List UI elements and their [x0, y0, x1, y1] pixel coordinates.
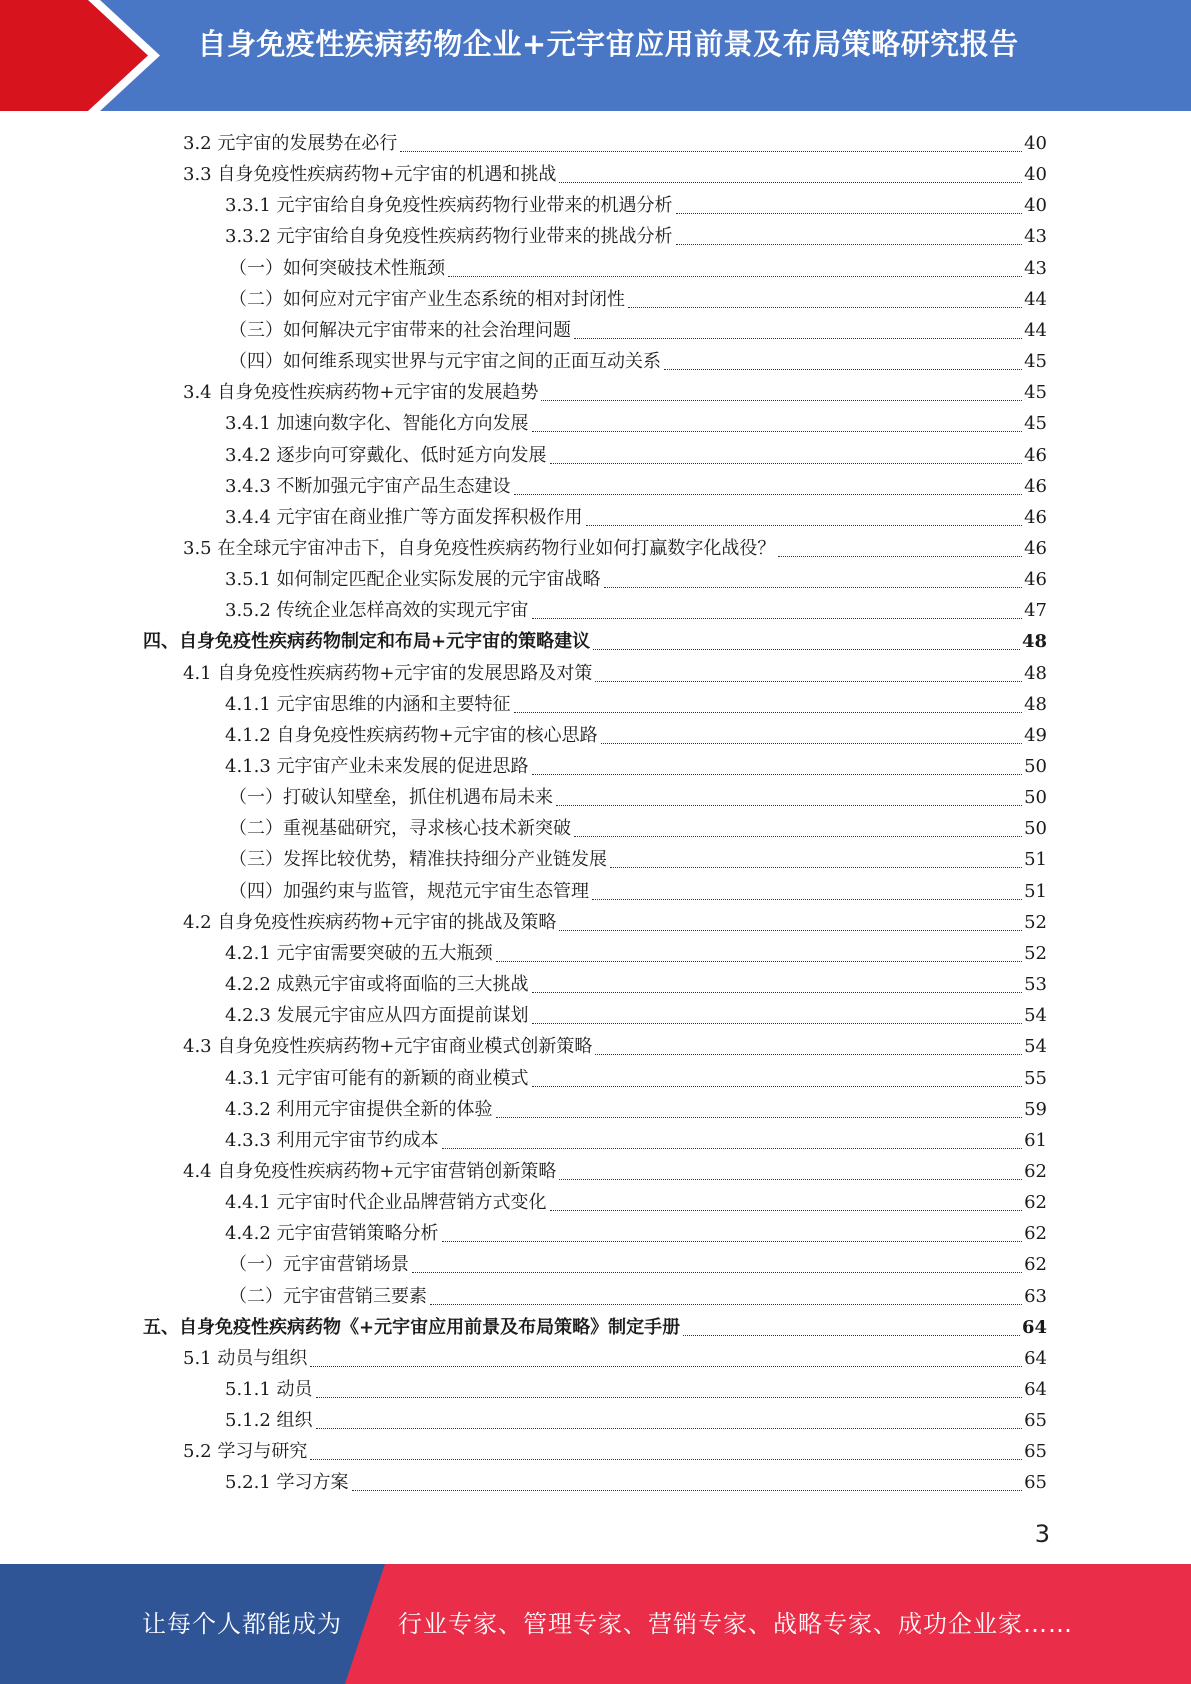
toc-dot-leader — [430, 1304, 1022, 1305]
header-arrow-decoration — [0, 0, 160, 111]
report-title: 自身免疫性疾病药物企业+元宇宙应用前景及布局策略研究报告 — [197, 27, 1019, 61]
toc-dot-leader — [310, 1366, 1022, 1367]
toc-entry[interactable] — [225, 689, 1047, 720]
toc-entry-page: 45 — [1024, 351, 1047, 373]
toc-entry-page: 46 — [1024, 537, 1047, 559]
toc-entry-label: 3.5 在全球元宇宙冲击下，自身免疫性疾病药物行业如何打赢数字化战役？ — [183, 537, 776, 559]
toc-entry-page: 62 — [1024, 1254, 1047, 1276]
toc-dot-leader — [448, 276, 1022, 277]
toc-entry[interactable] — [225, 471, 1047, 502]
toc-dot-leader — [514, 712, 1023, 713]
toc-entry[interactable] — [229, 782, 1047, 813]
toc-entry[interactable] — [225, 1467, 1047, 1498]
toc-entry[interactable] — [183, 533, 1047, 564]
toc-entry[interactable] — [225, 969, 1047, 1000]
toc-dot-leader — [601, 743, 1022, 744]
toc-entry-page: 52 — [1024, 911, 1047, 933]
toc-entry-label: 4.3.1 元宇宙可能有的新颖的商业模式 — [225, 1067, 529, 1089]
toc-entry-page: 54 — [1024, 1036, 1047, 1058]
toc-entry[interactable] — [225, 1405, 1047, 1436]
toc-entry[interactable] — [229, 876, 1047, 907]
toc-entry[interactable] — [229, 1249, 1047, 1280]
toc-entry-page: 45 — [1024, 413, 1047, 435]
toc-entry[interactable] — [225, 751, 1047, 782]
toc-entry-page: 65 — [1024, 1410, 1047, 1432]
toc-dot-leader — [550, 463, 1023, 464]
toc-dot-leader — [442, 1148, 1023, 1149]
toc-dot-leader — [532, 992, 1023, 993]
toc-entry[interactable] — [225, 221, 1047, 252]
toc-entry-page: 64 — [1024, 1379, 1047, 1400]
toc-dot-leader — [593, 649, 1020, 650]
toc-entry-label: 4.2 自身免疫性疾病药物+元宇宙的挑战及策略 — [183, 911, 557, 933]
toc-entry[interactable] — [183, 907, 1047, 938]
toc-dot-leader — [778, 556, 1022, 557]
toc-dot-leader — [610, 867, 1022, 868]
toc-entry[interactable] — [225, 938, 1047, 969]
toc-entry-page: 64 — [1021, 1316, 1047, 1338]
toc-entry-label: 4.3.2 利用元宇宙提供全新的体验 — [225, 1098, 493, 1120]
toc-entry-page: 40 — [1024, 164, 1047, 186]
toc-dot-leader — [574, 338, 1022, 339]
toc-dot-leader — [595, 1054, 1022, 1055]
toc-entry-page: 44 — [1024, 319, 1047, 341]
toc-entry-label: （二）重视基础研究，寻求核心技术新突破 — [229, 818, 571, 840]
toc-dot-leader — [400, 151, 1022, 152]
toc-dot-leader — [532, 774, 1023, 775]
toc-entry[interactable] — [183, 658, 1047, 689]
toc-entry-page: 61 — [1024, 1129, 1047, 1151]
toc-entry-label: 3.2 元宇宙的发展势在必行 — [183, 133, 398, 154]
toc-dot-leader — [676, 244, 1023, 245]
toc-entry[interactable] — [229, 1281, 1047, 1312]
toc-dot-leader — [310, 1459, 1022, 1460]
toc-entry-page: 43 — [1024, 226, 1047, 248]
toc-entry[interactable] — [225, 720, 1047, 751]
toc-entry-label: 3.3.2 元宇宙给自身免疫性疾病药物行业带来的挑战分析 — [225, 226, 673, 248]
toc-entry-label: 3.4 自身免疫性疾病药物+元宇宙的发展趋势 — [183, 382, 539, 404]
toc-entry[interactable] — [183, 377, 1047, 408]
toc-entry[interactable] — [143, 626, 1047, 657]
toc-entry-label: 3.4.4 元宇宙在商业推广等方面发挥积极作用 — [225, 506, 583, 528]
toc-entry[interactable] — [183, 1031, 1047, 1062]
toc-entry[interactable] — [229, 284, 1047, 315]
toc-dot-leader — [595, 681, 1022, 682]
toc-entry-page: 47 — [1024, 600, 1047, 622]
toc-entry[interactable] — [225, 1094, 1047, 1125]
toc-dot-leader — [559, 1179, 1022, 1180]
toc-entry-label: 4.2.3 发展元宇宙应从四方面提前谋划 — [225, 1005, 529, 1027]
toc-entry-label: 3.3.1 元宇宙给自身免疫性疾病药物行业带来的机遇分析 — [225, 195, 673, 217]
toc-entry[interactable] — [183, 128, 1047, 159]
toc-entry-page: 54 — [1024, 1005, 1047, 1027]
toc-entry[interactable] — [183, 1436, 1047, 1467]
toc-dot-leader — [586, 525, 1023, 526]
toc-entry-page: 48 — [1024, 662, 1047, 684]
toc-entry-page: 46 — [1024, 569, 1047, 591]
toc-entry-page: 52 — [1024, 942, 1047, 964]
toc-dot-leader — [604, 587, 1023, 588]
toc-dot-leader — [496, 1117, 1023, 1118]
toc-dot-leader — [316, 1397, 1023, 1398]
toc-entry[interactable] — [225, 502, 1047, 533]
toc-dot-leader — [574, 836, 1022, 837]
toc-entry-page: 50 — [1024, 787, 1047, 809]
toc-dot-leader — [559, 930, 1022, 931]
toc-entry[interactable] — [183, 1343, 1047, 1374]
toc-entry-label: （三）如何解决元宇宙带来的社会治理问题 — [229, 319, 571, 341]
toc-entry-page: 49 — [1024, 724, 1047, 746]
toc-entry-page: 65 — [1024, 1441, 1047, 1463]
toc-dot-leader — [514, 494, 1023, 495]
toc-entry-page: 40 — [1024, 133, 1047, 154]
toc-entry-page: 55 — [1024, 1067, 1047, 1089]
toc-dot-leader — [628, 307, 1022, 308]
toc-dot-leader — [442, 1241, 1023, 1242]
toc-entry[interactable] — [225, 1374, 1047, 1405]
toc-entry-label: 4.2.1 元宇宙需要突破的五大瓶颈 — [225, 942, 493, 964]
toc-entry-label: 5.1.1 动员 — [225, 1379, 313, 1400]
toc-entry[interactable] — [225, 1125, 1047, 1156]
toc-entry[interactable] — [225, 1063, 1047, 1094]
toc-entry-label: 3.3 自身免疫性疾病药物+元宇宙的机遇和挑战 — [183, 164, 557, 186]
toc-entry-label: 3.5.2 传统企业怎样高效的实现元宇宙 — [225, 600, 529, 622]
toc-entry[interactable] — [229, 844, 1047, 875]
toc-entry[interactable] — [225, 564, 1047, 595]
toc-dot-leader — [412, 1272, 1022, 1273]
toc-entry-page: 48 — [1024, 693, 1047, 715]
toc-entry-label: 4.1.1 元宇宙思维的内涵和主要特征 — [225, 693, 511, 715]
footer-slogan-left: 让每个人都能成为 — [142, 1610, 342, 1638]
toc-entry-label: （四）加强约束与监管，规范元宇宙生态管理 — [229, 880, 589, 902]
toc-entry-page: 48 — [1021, 631, 1047, 653]
toc-entry-page: 44 — [1024, 288, 1047, 310]
toc-entry-label: 4.1.2 自身免疫性疾病药物+元宇宙的核心思路 — [225, 724, 598, 746]
toc-entry-label: 3.5.1 如何制定匹配企业实际发展的元宇宙战略 — [225, 569, 601, 591]
toc-dot-leader — [664, 369, 1022, 370]
toc-entry-label: 4.3 自身免疫性疾病药物+元宇宙商业模式创新策略 — [183, 1036, 593, 1058]
toc-entry-label: 3.4.2 逐步向可穿戴化、低时延方向发展 — [225, 444, 547, 466]
toc-entry[interactable] — [229, 813, 1047, 844]
toc-entry[interactable] — [225, 440, 1047, 471]
page-number: 3 — [1034, 1520, 1050, 1548]
toc-entry-page: 65 — [1024, 1472, 1047, 1494]
toc-entry-page: 62 — [1024, 1192, 1047, 1214]
toc-entry-label: 五、自身免疫性疾病药物《+元宇宙应用前景及布局策略》制定手册 — [143, 1316, 681, 1338]
toc-dot-leader — [532, 618, 1023, 619]
toc-entry-page: 51 — [1024, 849, 1047, 871]
toc-entry[interactable] — [225, 190, 1047, 221]
toc-entry[interactable] — [225, 1000, 1047, 1031]
toc-entry-page: 46 — [1024, 506, 1047, 528]
toc-entry-page: 51 — [1024, 880, 1047, 902]
toc-entry-page: 40 — [1024, 195, 1047, 217]
toc-entry-page: 50 — [1024, 756, 1047, 777]
toc-entry-page: 63 — [1024, 1285, 1047, 1307]
toc-entry[interactable] — [183, 159, 1047, 190]
toc-dot-leader — [550, 1210, 1023, 1211]
toc-dot-leader — [541, 400, 1022, 401]
toc-entry-page: 53 — [1024, 974, 1047, 996]
toc-dot-leader — [676, 213, 1023, 214]
toc-entry-label: （一）如何突破技术性瓶颈 — [229, 257, 445, 279]
page-header — [0, 0, 1191, 111]
toc-entry-label: 5.1.2 组织 — [225, 1410, 313, 1432]
toc-entry-label: （一）打破认知壁垒，抓住机遇布局未来 — [229, 787, 553, 809]
toc-entry[interactable] — [183, 1156, 1047, 1187]
toc-entry[interactable] — [225, 408, 1047, 439]
toc-entry-label: 5.2 学习与研究 — [183, 1441, 308, 1463]
toc-entry[interactable] — [225, 1218, 1047, 1249]
toc-entry-page: 62 — [1024, 1223, 1047, 1245]
toc-entry-label: 5.1 动员与组织 — [183, 1347, 308, 1369]
toc-entry-label: 4.1.3 元宇宙产业未来发展的促进思路 — [225, 756, 529, 777]
toc-entry-label: 四、自身免疫性疾病药物制定和布局+元宇宙的策略建议 — [143, 631, 591, 653]
toc-dot-leader — [556, 805, 1022, 806]
toc-dot-leader — [496, 961, 1023, 962]
toc-entry-label: 3.4.3 不断加强元宇宙产品生态建设 — [225, 475, 511, 497]
toc-dot-leader — [592, 899, 1022, 900]
toc-entry[interactable] — [229, 346, 1047, 377]
toc-entry-label: （三）发挥比较优势，精准扶持细分产业链发展 — [229, 849, 607, 871]
toc-entry-page: 46 — [1024, 475, 1047, 497]
toc-entry-label: （一）元宇宙营销场景 — [229, 1254, 409, 1276]
toc-dot-leader — [532, 431, 1023, 432]
toc-entry-label: 3.4.1 加速向数字化、智能化方向发展 — [225, 413, 529, 435]
toc-entry-page: 43 — [1024, 257, 1047, 279]
toc-entry-label: 4.1 自身免疫性疾病药物+元宇宙的发展思路及对策 — [183, 662, 593, 684]
toc-dot-leader — [352, 1490, 1023, 1491]
toc-entry-label: 4.4 自身免疫性疾病药物+元宇宙营销创新策略 — [183, 1160, 557, 1182]
toc-entry-label: 4.3.3 利用元宇宙节约成本 — [225, 1129, 439, 1151]
toc-entry-label: （二）如何应对元宇宙产业生态系统的相对封闭性 — [229, 288, 625, 310]
toc-dot-leader — [532, 1023, 1023, 1024]
toc-entry-label: 5.2.1 学习方案 — [225, 1472, 349, 1494]
toc-entry-label: 4.4.2 元宇宙营销策略分析 — [225, 1223, 439, 1245]
footer-slogan-right: 行业专家、管理专家、营销专家、战略专家、成功企业家…… — [398, 1610, 1073, 1638]
toc-entry-page: 46 — [1024, 444, 1047, 466]
toc-entry-page: 62 — [1024, 1160, 1047, 1182]
toc-entry-page: 50 — [1024, 818, 1047, 840]
toc-entry-label: 4.2.2 成熟元宇宙或将面临的三大挑战 — [225, 974, 529, 996]
page-footer — [0, 1564, 1191, 1684]
toc-dot-leader — [683, 1335, 1020, 1336]
toc-entry[interactable] — [143, 1312, 1047, 1343]
toc-dot-leader — [532, 1086, 1023, 1087]
toc-entry-label: 4.4.1 元宇宙时代企业品牌营销方式变化 — [225, 1192, 547, 1214]
toc-entry-page: 45 — [1024, 382, 1047, 404]
toc-entry[interactable] — [225, 1187, 1047, 1218]
toc-entry-page: 64 — [1024, 1347, 1047, 1369]
toc-entry[interactable] — [229, 315, 1047, 346]
toc-entry[interactable] — [225, 595, 1047, 626]
toc-dot-leader — [559, 182, 1022, 183]
toc-entry-label: （二）元宇宙营销三要素 — [229, 1285, 427, 1307]
toc-dot-leader — [316, 1428, 1023, 1429]
toc-entry-label: （四）如何维系现实世界与元宇宙之间的正面互动关系 — [229, 351, 661, 373]
toc-entry-page: 59 — [1024, 1098, 1047, 1120]
toc-entry[interactable] — [229, 253, 1047, 284]
